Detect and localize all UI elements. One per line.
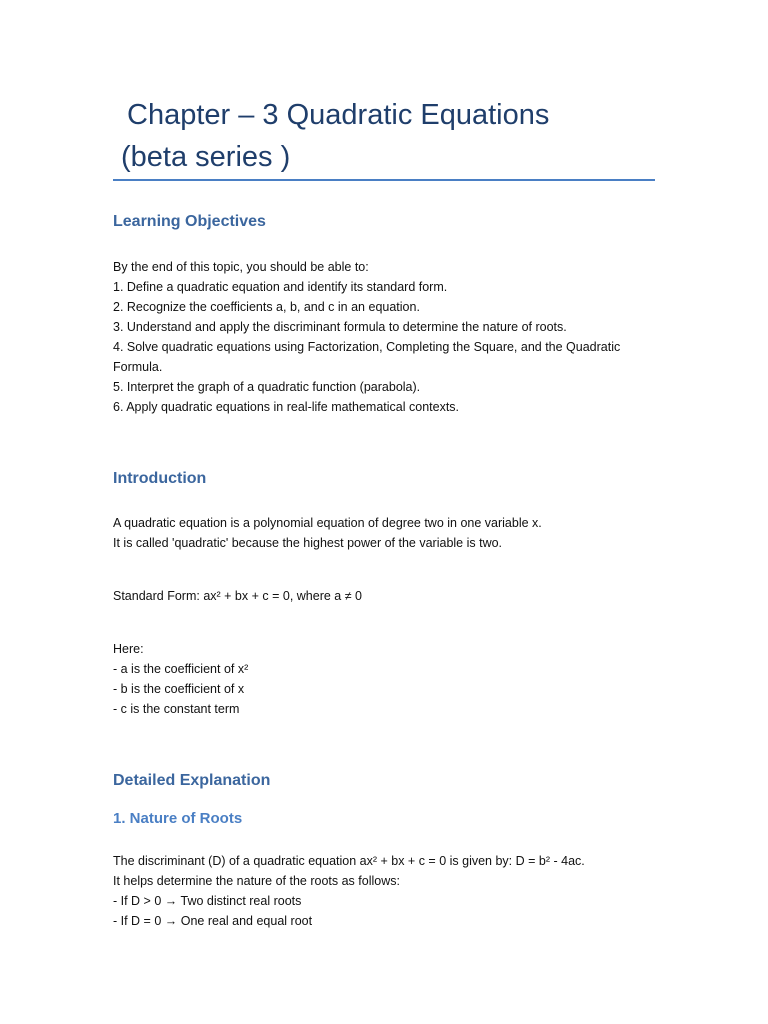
- learning-objectives-intro: By the end of this topic, you should be able to:: [113, 260, 369, 274]
- objective-item: 6. Apply quadratic equations in real-life mathematical contexts.: [113, 400, 460, 414]
- chapter-title: [121, 94, 550, 178]
- coefficient-item: - c is the constant term: [113, 702, 240, 716]
- introduction-line: A quadratic equation is a polynomial equation of degree two in one variable x.: [113, 516, 542, 530]
- title-underline: [113, 179, 655, 181]
- objective-item: 1. Define a quadratic equation and identify its standard form.: [113, 280, 448, 294]
- here-label: Here:: [113, 642, 144, 656]
- detailed-explanation-heading: Detailed Explanation: [113, 772, 271, 789]
- coefficient-item: - a is the coefficient of x²: [113, 662, 249, 676]
- objective-item: 3. Understand and apply the discriminant formula to determine the nature of roots.: [113, 320, 567, 334]
- objective-item: 5. Interpret the graph of a quadratic function (parabola).: [113, 380, 421, 394]
- coefficient-item: - b is the coefficient of x: [113, 682, 245, 696]
- objective-item: 2. Recognize the coefficients a, b, and c in an equation.: [113, 300, 420, 314]
- objective-item: 4. Solve quadratic equations using Factorization, Completing the Square, and the Quadratic Formula.: [113, 340, 621, 374]
- chapter-title-line-1: Chapter – 3 Quadratic Equations: [127, 99, 550, 131]
- chapter-title-line-2: (beta series ): [121, 141, 291, 173]
- introduction-heading: Introduction: [113, 470, 207, 487]
- standard-form-text: Standard Form: ax² + bx + c = 0, where a ≠ 0: [113, 589, 362, 603]
- standard-form: [113, 586, 658, 606]
- introduction-line: It is called 'quadratic' because the highest power of the variable is two.: [113, 536, 503, 550]
- discriminant-line: - If D = 0 → One real and equal root: [113, 914, 313, 928]
- discriminant-line: It helps determine the nature of the roots as follows:: [113, 874, 400, 888]
- introduction-text: [113, 513, 658, 553]
- discriminant-line: The discriminant (D) of a quadratic equation ax² + bx + c = 0 is given by: D = b² - 4ac.: [113, 854, 585, 868]
- nature-of-roots-heading: 1. Nature of Roots: [113, 810, 243, 827]
- nature-of-roots-text: [113, 851, 658, 931]
- discriminant-line: - If D > 0 → Two distinct real roots: [113, 894, 302, 908]
- coefficients-list: [113, 639, 658, 719]
- learning-objectives-heading: Learning Objectives: [113, 213, 266, 230]
- learning-objectives-list: [113, 257, 658, 417]
